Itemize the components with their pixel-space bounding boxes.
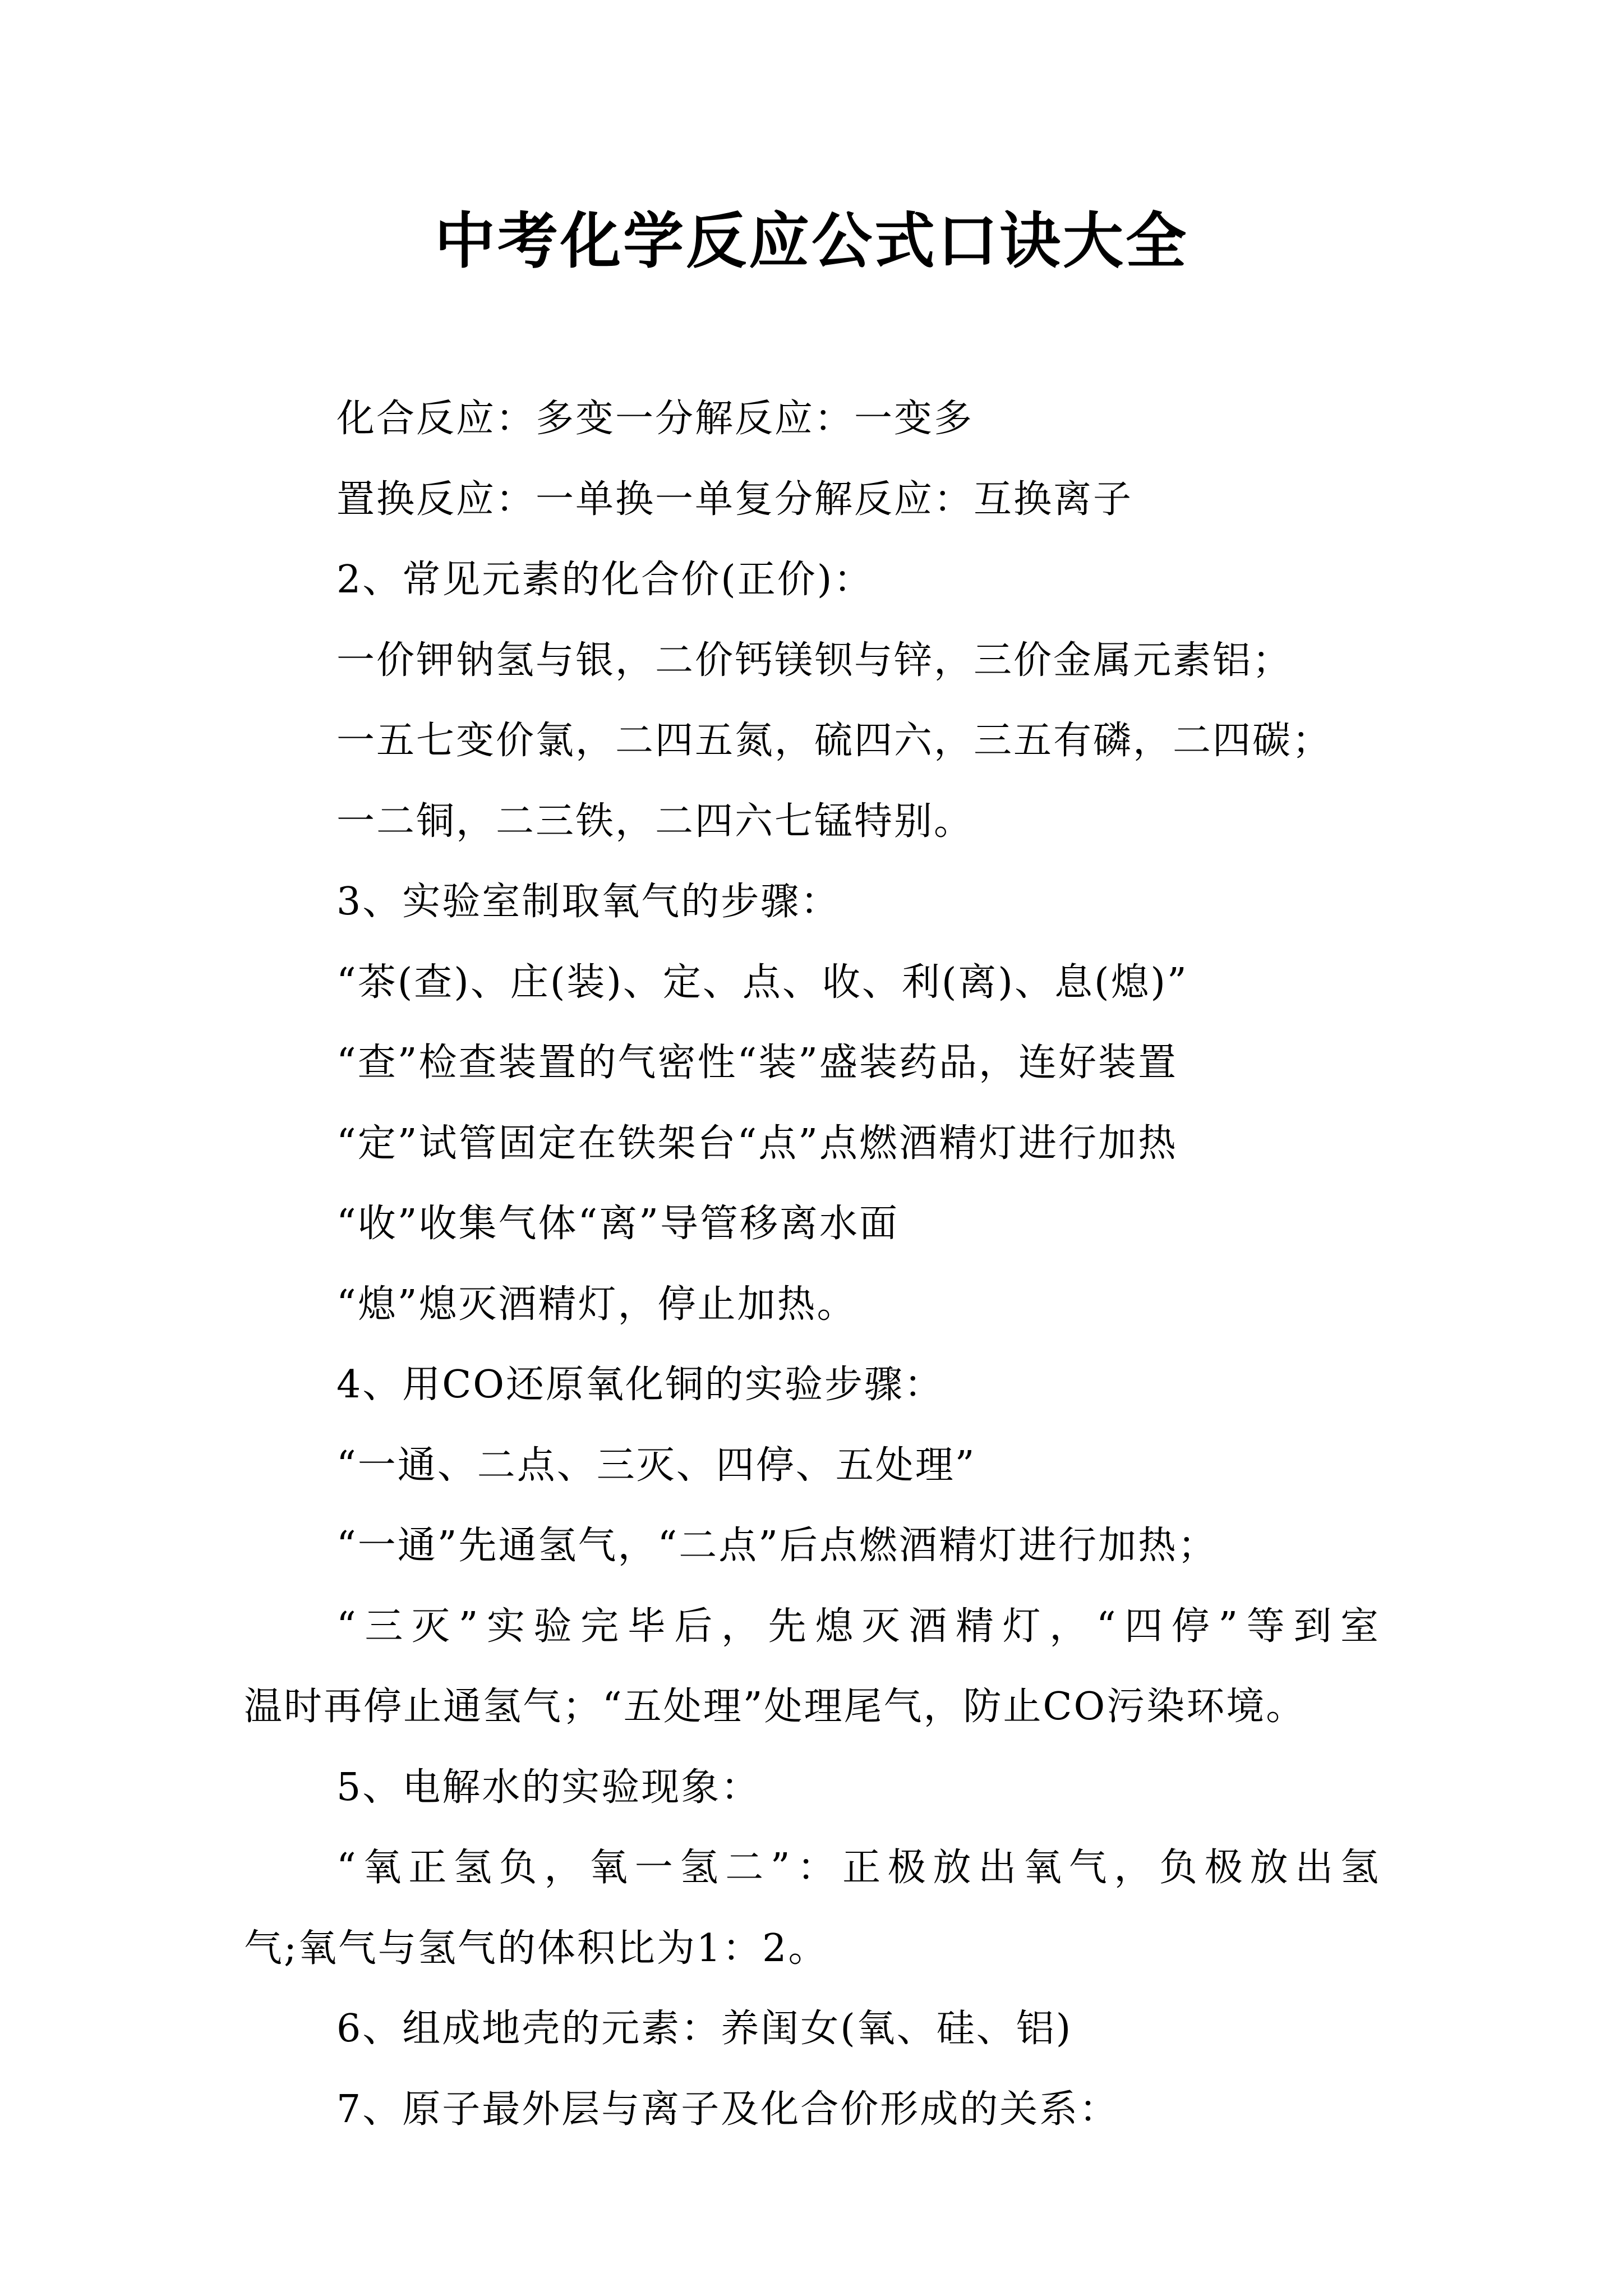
text-line: 置换反应：一单换一单复分解反应：互换离子	[336, 477, 1133, 522]
document-body	[244, 379, 1402, 2150]
text-line: “一通、二点、三灭、四停、五处理”	[336, 1443, 976, 1488]
text-line: 7、原子最外层与离子及化合价形成的关系：	[336, 2087, 1119, 2132]
text-line: “定”试管固定在铁架台“点”点燃酒精灯进行加热	[336, 1121, 1178, 1166]
text-line: “三灭”实验完毕后，先熄灭酒精灯，“四停”等到室	[336, 1604, 1380, 1649]
text-line: 化合反应：多变一分解反应：一变多	[336, 397, 974, 441]
text-line: 一二铜，二三铁，二四六七锰特别。	[336, 799, 974, 844]
text-line: 5、电解水的实验现象：	[336, 1765, 761, 1810]
text-line: “氧正氢负，氧一氢二”：正极放出氧气，负极放出氢	[336, 1846, 1380, 1890]
text-line: “一通”先通氢气，“二点”后点燃酒精灯进行加热；	[336, 1524, 1218, 1568]
text-line: 4、用CO还原氧化铜的实验步骤：	[336, 1363, 944, 1407]
text-line: 温时再停止通氢气；“五处理”处理尾气，防止CO污染环境。	[244, 1685, 1306, 1729]
text-line: “收”收集气体“离”导管移离水面	[336, 1202, 900, 1246]
text-line: “熄”熄灭酒精灯，停止加热。	[336, 1282, 857, 1327]
text-line: 气;氧气与氢气的体积比为1：2。	[244, 1926, 828, 1971]
text-line: 一五七变价氯，二四五氮，硫四六，三五有磷，二四碳；	[336, 719, 1332, 763]
text-line: 2、常见元素的化合价(正价)：	[336, 558, 874, 602]
text-line: 3、实验室制取氧气的步骤：	[336, 880, 841, 924]
document-title: 中考化学反应公式口诀大全	[434, 206, 1188, 277]
text-line: “茶(查)、庄(装)、定、点、收、利(离)、息(熄)”	[336, 960, 1188, 1005]
text-line: “查”检查装置的气密性“装”盛装药品，连好装置	[336, 1041, 1178, 1085]
text-line: 一价钾钠氢与银，二价钙镁钡与锌，三价金属元素铝；	[336, 638, 1293, 683]
text-line: 6、组成地壳的元素：养闺女(氧、硅、铝)	[336, 2007, 1073, 2051]
